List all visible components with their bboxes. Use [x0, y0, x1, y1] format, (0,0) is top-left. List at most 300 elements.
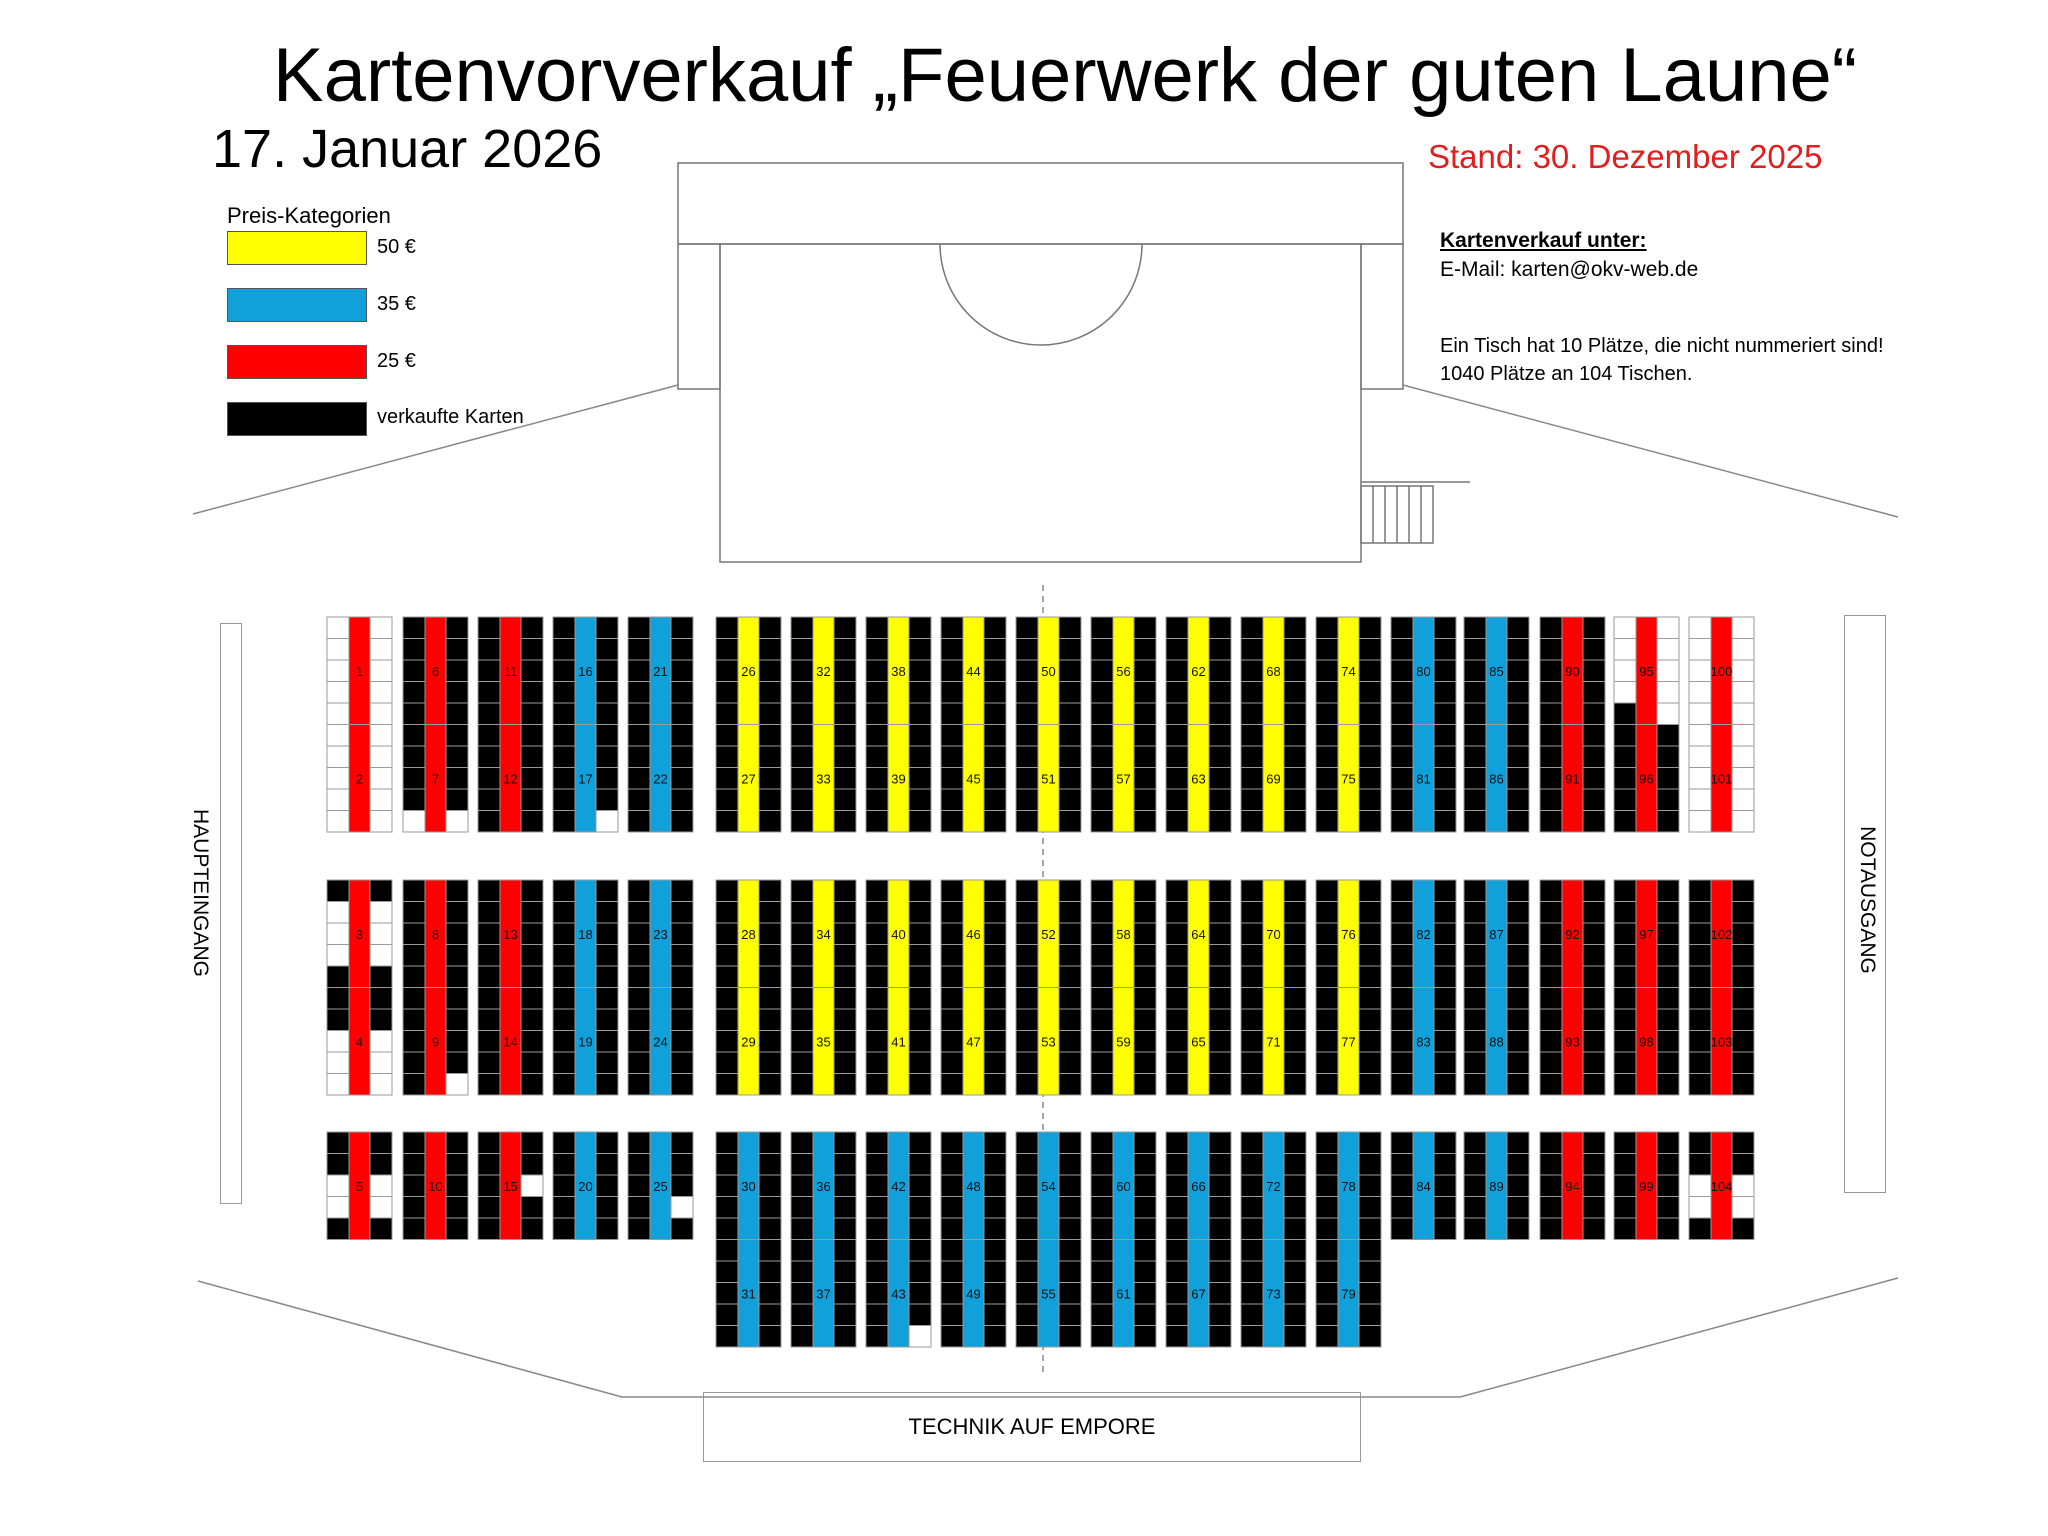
table-68[interactable]	[1241, 617, 1306, 725]
table-28[interactable]	[716, 880, 781, 988]
seat	[596, 1197, 618, 1219]
seat	[1091, 1240, 1113, 1262]
seat	[1091, 1261, 1113, 1283]
table-66[interactable]	[1166, 1132, 1231, 1240]
seat	[553, 945, 575, 967]
table-1[interactable]	[327, 617, 392, 725]
table-number: 65	[1191, 1034, 1206, 1050]
seat	[1689, 1218, 1711, 1240]
seat	[1434, 639, 1456, 661]
seat	[791, 902, 813, 924]
table-85[interactable]	[1464, 617, 1529, 725]
table-103[interactable]	[1689, 988, 1754, 1096]
seat	[909, 1197, 931, 1219]
seat	[671, 682, 693, 704]
table-98[interactable]	[1614, 988, 1679, 1096]
seat	[1284, 923, 1306, 945]
seat	[1614, 768, 1636, 790]
table-40[interactable]	[866, 880, 931, 988]
seat	[866, 902, 888, 924]
seat	[1434, 703, 1456, 725]
table-number: 32	[816, 663, 831, 679]
seat	[478, 1132, 500, 1154]
table-82[interactable]	[1391, 880, 1456, 988]
seat	[1134, 682, 1156, 704]
seat	[759, 1074, 781, 1096]
table-47[interactable]	[941, 988, 1006, 1096]
seat	[834, 966, 856, 988]
table-26[interactable]	[716, 617, 781, 725]
table-96[interactable]	[1614, 725, 1679, 833]
seat	[909, 1304, 931, 1326]
table-7[interactable]	[403, 725, 468, 833]
seat	[521, 1175, 543, 1197]
table-75[interactable]	[1316, 725, 1381, 833]
seat	[671, 639, 693, 661]
table-54[interactable]	[1016, 1132, 1081, 1240]
table-104[interactable]	[1689, 1132, 1754, 1240]
seat	[1166, 1261, 1188, 1283]
seat	[1689, 811, 1711, 833]
seat	[1241, 682, 1263, 704]
seat	[1391, 880, 1413, 902]
seat	[403, 966, 425, 988]
table-93[interactable]	[1540, 988, 1605, 1096]
seat	[759, 617, 781, 639]
seat	[478, 880, 500, 902]
seat	[403, 1132, 425, 1154]
table-14[interactable]	[478, 988, 543, 1096]
table-86[interactable]	[1464, 725, 1529, 833]
seat	[478, 1197, 500, 1219]
seat	[327, 1218, 349, 1240]
seat	[1434, 880, 1456, 902]
seat	[1091, 923, 1113, 945]
seat	[1359, 617, 1381, 639]
table-51[interactable]	[1016, 725, 1081, 833]
table-97[interactable]	[1614, 880, 1679, 988]
seat	[1583, 639, 1605, 661]
seat	[553, 1197, 575, 1219]
seat	[1016, 1261, 1038, 1283]
table-38[interactable]	[866, 617, 931, 725]
seat	[1583, 1074, 1605, 1096]
table-49[interactable]	[941, 1240, 1006, 1348]
seat	[941, 1052, 963, 1074]
table-101[interactable]	[1689, 725, 1754, 833]
seat	[553, 1074, 575, 1096]
table-91[interactable]	[1540, 725, 1605, 833]
seat	[1359, 1197, 1381, 1219]
table-50[interactable]	[1016, 617, 1081, 725]
table-72[interactable]	[1241, 1132, 1306, 1240]
table-number: 58	[1116, 926, 1131, 942]
seat	[1241, 1218, 1263, 1240]
table-84[interactable]	[1391, 1132, 1456, 1240]
seat	[1614, 902, 1636, 924]
seat	[866, 1283, 888, 1305]
seat	[791, 682, 813, 704]
seat	[1732, 1175, 1754, 1197]
seat	[553, 811, 575, 833]
table-35[interactable]	[791, 988, 856, 1096]
table-16[interactable]	[553, 617, 618, 725]
seat	[370, 1031, 392, 1053]
seat	[834, 660, 856, 682]
seat	[1359, 1326, 1381, 1348]
table-25[interactable]	[628, 1132, 693, 1240]
table-36[interactable]	[791, 1132, 856, 1240]
seat	[671, 1175, 693, 1197]
seat	[370, 1074, 392, 1096]
seat	[1614, 811, 1636, 833]
seat	[403, 1175, 425, 1197]
seat	[1241, 1132, 1263, 1154]
seat	[596, 1218, 618, 1240]
table-90[interactable]	[1540, 617, 1605, 725]
seat	[1241, 725, 1263, 747]
table-41[interactable]	[866, 988, 931, 1096]
seat	[370, 639, 392, 661]
table-77[interactable]	[1316, 988, 1381, 1096]
table-48[interactable]	[941, 1132, 1006, 1240]
seat	[521, 1009, 543, 1031]
seat	[327, 617, 349, 639]
table-61[interactable]	[1091, 1240, 1156, 1348]
seat	[834, 880, 856, 902]
legend-label-25: 25 €	[377, 350, 416, 372]
table-number: 39	[891, 771, 906, 787]
table-81[interactable]	[1391, 725, 1456, 833]
table-79[interactable]	[1316, 1240, 1381, 1348]
seat	[1209, 880, 1231, 902]
table-30[interactable]	[716, 1132, 781, 1240]
seat	[1284, 789, 1306, 811]
seat	[521, 1197, 543, 1219]
seat	[1657, 789, 1679, 811]
seat	[403, 1197, 425, 1219]
table-11[interactable]	[478, 617, 543, 725]
seat	[628, 768, 650, 790]
table-29[interactable]	[716, 988, 781, 1096]
seat	[1359, 902, 1381, 924]
seat	[716, 789, 738, 811]
seat	[1316, 1283, 1338, 1305]
table-76[interactable]	[1316, 880, 1381, 988]
seat	[446, 789, 468, 811]
table-5[interactable]	[327, 1132, 392, 1240]
table-21[interactable]	[628, 617, 693, 725]
seat	[1583, 1009, 1605, 1031]
seat	[521, 703, 543, 725]
seat	[403, 1218, 425, 1240]
seat	[521, 725, 543, 747]
table-37[interactable]	[791, 1240, 856, 1348]
seat	[941, 966, 963, 988]
seat	[941, 945, 963, 967]
seat	[941, 1304, 963, 1326]
seat	[521, 1052, 543, 1074]
table-89[interactable]	[1464, 1132, 1529, 1240]
seat	[1689, 1197, 1711, 1219]
table-59[interactable]	[1091, 988, 1156, 1096]
seat	[370, 966, 392, 988]
seat	[716, 1240, 738, 1262]
table-number: 62	[1191, 663, 1206, 679]
seat	[1284, 1031, 1306, 1053]
table-number: 81	[1416, 771, 1431, 787]
seat	[1166, 902, 1188, 924]
seat	[403, 945, 425, 967]
table-8[interactable]	[403, 880, 468, 988]
table-number: 17	[578, 771, 593, 787]
seat	[1583, 1154, 1605, 1176]
seat	[791, 945, 813, 967]
table-45[interactable]	[941, 725, 1006, 833]
seat	[671, 1218, 693, 1240]
seat	[1434, 1218, 1456, 1240]
table-2[interactable]	[327, 725, 392, 833]
seat	[759, 1218, 781, 1240]
seat	[478, 1154, 500, 1176]
table-44[interactable]	[941, 617, 1006, 725]
table-56[interactable]	[1091, 617, 1156, 725]
table-31[interactable]	[716, 1240, 781, 1348]
seat	[1166, 1074, 1188, 1096]
table-62[interactable]	[1166, 617, 1231, 725]
table-4[interactable]	[327, 988, 392, 1096]
table-number: 4	[355, 1034, 364, 1050]
seat	[716, 880, 738, 902]
table-3[interactable]	[327, 880, 392, 988]
table-27[interactable]	[716, 725, 781, 833]
table-73[interactable]	[1241, 1240, 1306, 1348]
table-63[interactable]	[1166, 725, 1231, 833]
seat	[1689, 902, 1711, 924]
seat	[941, 1240, 963, 1262]
table-57[interactable]	[1091, 725, 1156, 833]
seat	[327, 660, 349, 682]
table-69[interactable]	[1241, 725, 1306, 833]
seat	[759, 1326, 781, 1348]
seat	[403, 703, 425, 725]
seat	[716, 1132, 738, 1154]
seat	[984, 789, 1006, 811]
table-53[interactable]	[1016, 988, 1081, 1096]
seat	[596, 1052, 618, 1074]
seat	[791, 725, 813, 747]
seat	[1316, 639, 1338, 661]
main-entrance-door	[220, 623, 242, 1204]
table-39[interactable]	[866, 725, 931, 833]
seat	[1134, 811, 1156, 833]
seat	[791, 660, 813, 682]
table-number: 82	[1416, 926, 1431, 942]
table-24[interactable]	[628, 988, 693, 1096]
seat	[1091, 880, 1113, 902]
table-13[interactable]	[478, 880, 543, 988]
seat	[1689, 639, 1711, 661]
table-42[interactable]	[866, 1132, 931, 1240]
seat	[1134, 1218, 1156, 1240]
seat	[791, 768, 813, 790]
seat	[1732, 1031, 1754, 1053]
seat	[446, 1009, 468, 1031]
table-number: 10	[428, 1178, 443, 1194]
seat	[1209, 1197, 1231, 1219]
seat	[834, 1218, 856, 1240]
table-88[interactable]	[1464, 988, 1529, 1096]
seat	[909, 768, 931, 790]
table-55[interactable]	[1016, 1240, 1081, 1348]
table-6[interactable]	[403, 617, 468, 725]
table-number: 16	[578, 663, 593, 679]
table-number: 21	[653, 663, 668, 679]
table-60[interactable]	[1091, 1132, 1156, 1240]
table-65[interactable]	[1166, 988, 1231, 1096]
seat	[671, 768, 693, 790]
table-12[interactable]	[478, 725, 543, 833]
seat	[1209, 1261, 1231, 1283]
seat	[716, 945, 738, 967]
seat	[984, 1283, 1006, 1305]
table-17[interactable]	[553, 725, 618, 833]
seat	[1316, 1031, 1338, 1053]
table-33[interactable]	[791, 725, 856, 833]
table-32[interactable]	[791, 617, 856, 725]
seat	[1059, 1261, 1081, 1283]
table-71[interactable]	[1241, 988, 1306, 1096]
seat	[984, 1218, 1006, 1240]
seat	[446, 880, 468, 902]
table-67[interactable]	[1166, 1240, 1231, 1348]
table-64[interactable]	[1166, 880, 1231, 988]
table-9[interactable]	[403, 988, 468, 1096]
seat	[1657, 617, 1679, 639]
seat	[403, 988, 425, 1010]
seat	[521, 966, 543, 988]
seat	[1540, 811, 1562, 833]
seat	[1614, 746, 1636, 768]
seat	[716, 639, 738, 661]
seat	[834, 1326, 856, 1348]
seat	[370, 682, 392, 704]
seat	[521, 789, 543, 811]
table-number: 96	[1639, 771, 1654, 787]
table-83[interactable]	[1391, 988, 1456, 1096]
table-22[interactable]	[628, 725, 693, 833]
seat	[1391, 682, 1413, 704]
table-74[interactable]	[1316, 617, 1381, 725]
seat	[1316, 880, 1338, 902]
table-99[interactable]	[1614, 1132, 1679, 1240]
seat	[1316, 1009, 1338, 1031]
seat	[1583, 1052, 1605, 1074]
seat	[1166, 880, 1188, 902]
table-34[interactable]	[791, 880, 856, 988]
legend-title: Preis-Kategorien	[227, 203, 391, 228]
page-title: Kartenvorverkauf „Feuerwerk der guten Laune“	[272, 33, 1858, 118]
table-number: 35	[816, 1034, 831, 1050]
seat	[478, 966, 500, 988]
seat	[628, 660, 650, 682]
table-15[interactable]	[478, 1132, 543, 1240]
seat	[1657, 1132, 1679, 1154]
table-94[interactable]	[1540, 1132, 1605, 1240]
seat	[403, 789, 425, 811]
seat	[1166, 966, 1188, 988]
seat	[596, 1031, 618, 1053]
seat	[327, 1074, 349, 1096]
seat	[866, 1261, 888, 1283]
table-20[interactable]	[553, 1132, 618, 1240]
table-58[interactable]	[1091, 880, 1156, 988]
table-92[interactable]	[1540, 880, 1605, 988]
seat	[1391, 1009, 1413, 1031]
table-52[interactable]	[1016, 880, 1081, 988]
table-18[interactable]	[553, 880, 618, 988]
seat	[1359, 768, 1381, 790]
seat	[1016, 1326, 1038, 1348]
table-100[interactable]	[1689, 617, 1754, 725]
seat	[716, 902, 738, 924]
table-70[interactable]	[1241, 880, 1306, 988]
seat	[1316, 1197, 1338, 1219]
seat	[984, 617, 1006, 639]
seat	[716, 1052, 738, 1074]
seat	[1091, 768, 1113, 790]
seat	[1016, 1074, 1038, 1096]
seat	[759, 945, 781, 967]
seat	[1391, 1052, 1413, 1074]
seat	[1434, 746, 1456, 768]
seat	[370, 1154, 392, 1176]
seat	[521, 1132, 543, 1154]
table-19[interactable]	[553, 988, 618, 1096]
seat	[1316, 1175, 1338, 1197]
seat	[671, 880, 693, 902]
seat	[1016, 1283, 1038, 1305]
table-78[interactable]	[1316, 1132, 1381, 1240]
seat	[1391, 811, 1413, 833]
table-number: 91	[1565, 771, 1580, 787]
seat	[553, 789, 575, 811]
seat	[1241, 789, 1263, 811]
seat	[1540, 1074, 1562, 1096]
seat	[1464, 703, 1486, 725]
table-10[interactable]	[403, 1132, 468, 1240]
table-46[interactable]	[941, 880, 1006, 988]
seat	[716, 660, 738, 682]
table-number: 92	[1565, 926, 1580, 942]
seat	[834, 1240, 856, 1262]
table-number: 67	[1191, 1286, 1206, 1302]
table-102[interactable]	[1689, 880, 1754, 988]
table-43[interactable]	[866, 1240, 931, 1348]
table-23[interactable]	[628, 880, 693, 988]
seat	[1316, 746, 1338, 768]
seat	[1434, 660, 1456, 682]
seat	[1284, 1283, 1306, 1305]
table-80[interactable]	[1391, 617, 1456, 725]
table-87[interactable]	[1464, 880, 1529, 988]
seat	[1241, 1283, 1263, 1305]
table-95[interactable]	[1614, 617, 1679, 725]
seat	[1507, 1218, 1529, 1240]
seat	[1583, 966, 1605, 988]
seat	[1059, 1218, 1081, 1240]
seat	[984, 768, 1006, 790]
